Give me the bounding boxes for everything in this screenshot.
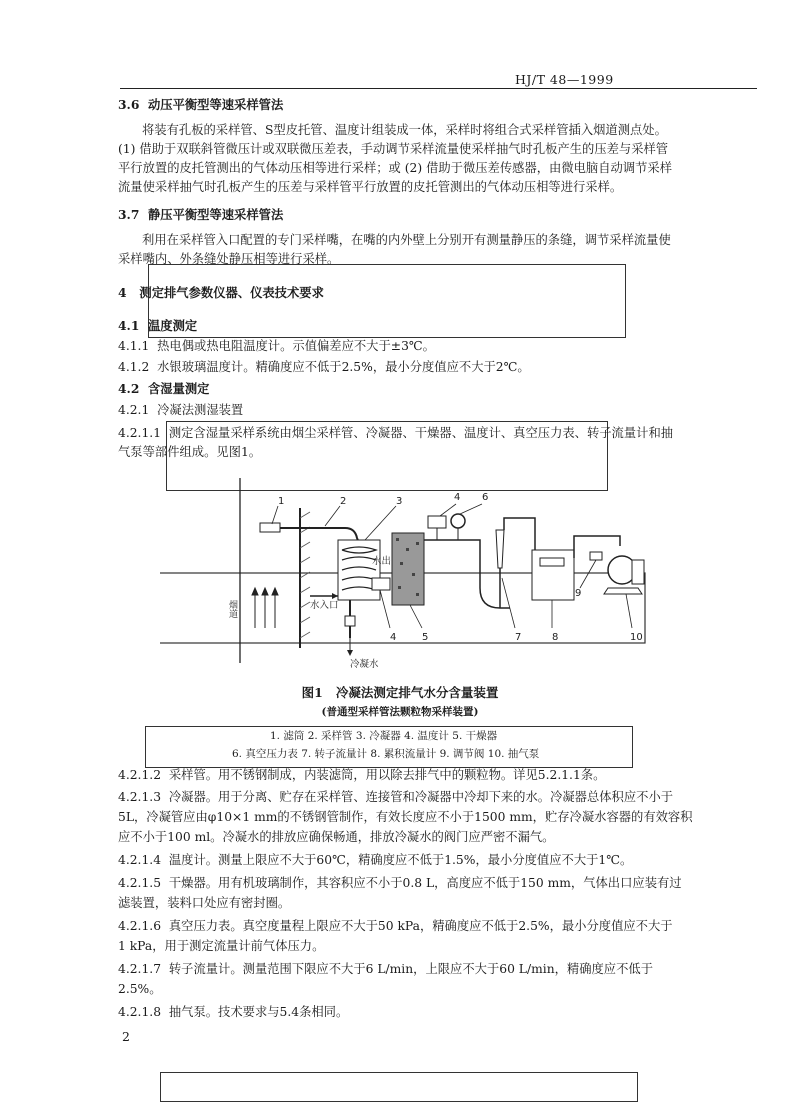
figure-subcaption: (普通型采样管法颗粒物采样装置) bbox=[321, 706, 479, 718]
section-4-2-heading: 4.2 含湿量测定 bbox=[118, 381, 210, 396]
paragraph-line: 平行放置的皮托管测出的气体动压相等进行采样；或 (2) 借助于微压差传感器，由微电脑自动调节采样 bbox=[118, 161, 673, 175]
label-3: 3 bbox=[396, 496, 403, 507]
figure-legend-row-2: 6. 真空压力表 7. 转子流量计 8. 累积流量计 9. 调节阀 10. 抽气泵 bbox=[232, 748, 540, 760]
label-4: 4 bbox=[454, 492, 461, 503]
section-3-7-heading: 3.7 静压平衡型等速采样管法 bbox=[118, 207, 284, 222]
figure-legend-row-1: 1. 滤筒 2. 采样管 3. 冷凝器 4. 温度计 5. 干燥器 bbox=[270, 730, 498, 742]
label-condensate: 冷凝水 bbox=[350, 659, 379, 668]
dryer bbox=[392, 533, 424, 605]
filter-cartridge bbox=[260, 523, 280, 532]
running-header bbox=[120, 72, 757, 89]
label-9: 9 bbox=[575, 588, 582, 599]
clause-4-2-1-3: 4.2.1.3 冷凝器。用于分离、贮存在采样管、连接管和冷凝器中冷却下来的水。冷凝器总体积应不小于 bbox=[118, 790, 674, 804]
clause-4-2-1-8: 4.2.1.8 抽气泵。技术要求与5.4条相同。 bbox=[118, 1005, 349, 1019]
vacuum-gauge bbox=[451, 514, 465, 528]
clause-4-2-1-5: 4.2.1.5 干燥器。用有机玻璃制作，其容积应不小于0.8 L，高度应不低于150 mm，气体出口应装有过 bbox=[118, 876, 682, 890]
paragraph-line: 利用在采样管入口配置的专门采样嘴，在嘴的内外壁上分别开有测量静压的条缝，调节采样流量使 bbox=[142, 233, 671, 247]
paragraph-line: 气泵等部件组成。见图1。 bbox=[118, 445, 262, 459]
gas-flow-arrows bbox=[252, 588, 278, 628]
paragraph-line: 流量使采样抽气时孔板产生的压差与采样管平行放置的皮托管测出的气体动压相等进行采样。 bbox=[118, 180, 623, 194]
label-4-lower: 4 bbox=[390, 632, 397, 643]
section-4-2-1-heading: 4.2.1 冷凝法测湿装置 bbox=[118, 403, 244, 417]
duct-hatching bbox=[300, 512, 310, 638]
label-5: 5 bbox=[422, 632, 429, 643]
clause-4-2-1-6: 4.2.1.6 真空压力表。真空度量程上限应不大于50 kPa，精确度应不低于2.5%，最小分度值应不大于 bbox=[118, 919, 673, 933]
paragraph-line: 滤装置，装料口处应有密封圈。 bbox=[118, 896, 291, 910]
clause-4-1-2: 4.1.2 水银玻璃温度计。精确度应不低于2.5%，最小分度值应不大于2℃。 bbox=[118, 360, 530, 374]
label-flue: 烟道 bbox=[227, 600, 237, 618]
thermometer-lower bbox=[372, 578, 390, 590]
label-7: 7 bbox=[515, 632, 522, 643]
clause-4-1-1: 4.1.1 热电偶或热电阻温度计。示值偏差应不大于±3℃。 bbox=[118, 339, 435, 353]
label-water-in: 水入口 bbox=[310, 600, 339, 611]
page-number: 2 bbox=[122, 1029, 130, 1044]
clause-4-2-1-4: 4.2.1.4 温度计。测量上限应不大于60℃，精确度应不低于1.5%，最小分度值应不大于1℃。 bbox=[118, 853, 633, 867]
section-3-6-heading: 3.6 动压平衡型等速采样管法 bbox=[118, 97, 284, 112]
paragraph-line: 采样嘴内、外条缝处静压相等进行采样。 bbox=[118, 252, 340, 266]
label-10: 10 bbox=[630, 632, 643, 643]
clause-4-2-1-7: 4.2.1.7 转子流量计。测量范围下限应不大于6 L/min，上限应不大于60 L/min，精确度应不低于 bbox=[118, 962, 653, 976]
thermometer-upper bbox=[428, 516, 446, 528]
label-8: 8 bbox=[552, 632, 559, 643]
paragraph-line: 2.5%。 bbox=[118, 982, 162, 996]
clause-4-2-1-2: 4.2.1.2 采样管。用不锈钢制成，内装滤筒，用以除去排气中的颗粒物。详见5.2.1.1条。 bbox=[118, 768, 606, 782]
doc-code: HJ/T 48—1999 bbox=[515, 72, 614, 87]
overlay-frame bbox=[160, 1072, 638, 1102]
drain-valve bbox=[345, 616, 355, 626]
clause-4-2-1-1: 4.2.1.1 测定含湿量采样系统由烟尘采样管、冷凝器、干燥器、温度计、真空压力表、转子流量计和抽 bbox=[118, 426, 674, 440]
label-1: 1 bbox=[278, 496, 285, 507]
paragraph-line: 1 kPa，用于测定流量计前气体压力。 bbox=[118, 939, 325, 953]
paragraph-line: (1) 借助于双联斜管微压计或双联微压差表，手动调节采样流量使采样抽气时孔板产生的压差与采样管 bbox=[118, 142, 669, 156]
paragraph-line: 5L，冷凝管应由φ10×1 mm的不锈钢管制作，有效长度应不小于1500 mm，贮存冷凝水容器的有效容积 bbox=[118, 810, 693, 824]
paragraph-line: 应不小于100 ml。冷凝水的排放应确保畅通，排放冷凝水的阀门应严密不漏气。 bbox=[118, 830, 555, 844]
label-water-out: 水出 bbox=[372, 556, 392, 567]
figure-1-apparatus-diagram bbox=[160, 478, 650, 668]
figure-caption: 图1 冷凝法测定排气水分含量装置 bbox=[301, 685, 499, 700]
section-4-heading: 4 测定排气参数仪器、仪表技术要求 bbox=[118, 285, 324, 300]
control-valve bbox=[590, 552, 602, 560]
rotameter bbox=[496, 530, 504, 568]
label-6: 6 bbox=[482, 492, 489, 503]
paragraph-line: 将装有孔板的采样管、S型皮托管、温度计组装成一体，采样时将组合式采样管插入烟道测点处。 bbox=[142, 123, 667, 137]
section-4-1-heading: 4.1 温度测定 bbox=[118, 318, 198, 333]
label-2: 2 bbox=[340, 496, 347, 507]
